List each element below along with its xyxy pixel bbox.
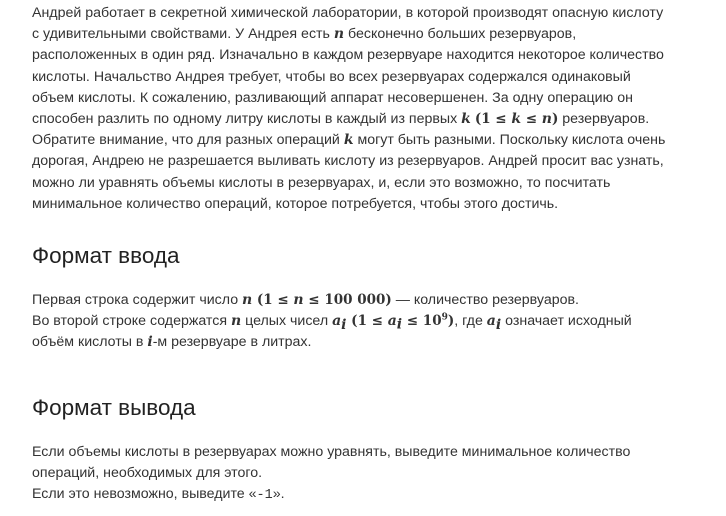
code-minus-one: -1 bbox=[256, 488, 273, 504]
math-var-k: k bbox=[461, 111, 471, 128]
output-format-text bbox=[32, 442, 630, 507]
problem-statement bbox=[32, 3, 665, 215]
statement-line: можно ли уравнять объемы кислоты в резервуарах, и, если это возможно, то посчитать bbox=[32, 174, 611, 191]
input-line-3: объём кислоты в i-м резервуаре в литрах. bbox=[32, 334, 312, 351]
input-format-text bbox=[32, 290, 632, 354]
statement-line: дорогая, Андрею не разрешается выливать кислоту из резервуаров. Андрей просит вас узнать, bbox=[32, 153, 664, 170]
math-var-n: n bbox=[333, 26, 345, 43]
statement-line: Обратите внимание, что для разных операций k могут быть разными. Поскольку кислота очень bbox=[32, 132, 666, 149]
statement-line: Андрей работает в секретной химической лаборатории, в которой производят опасную кислоту bbox=[32, 5, 664, 21]
output-line-3: Если это невозможно, выведите «-1». bbox=[32, 486, 285, 504]
statement-line: объем кислоты. К сожалению, разливающий аппарат несовершенен. За одну операцию он bbox=[32, 89, 633, 106]
statement-line: расположенных в один ряд. Изначально в каждом резервуаре находится некоторое количество bbox=[32, 47, 664, 64]
statement-line: минимальное количество операций, которое потребуется, чтобы этого достичь. bbox=[32, 195, 559, 212]
statement-line: способен разлить по одному литру кислоты в каждый из первых k (1 ≤ k ≤ n) резервуаров. bbox=[32, 111, 650, 128]
output-format-heading: Формат вывода bbox=[32, 395, 196, 420]
input-line-1: Первая строка содержит число n (1 ≤ n ≤ 100 000) — количество резервуаров. bbox=[32, 292, 579, 308]
output-line-2: операций, необходимых для этого. bbox=[32, 465, 263, 482]
output-line-1: Если объемы кислоты в резервуарах можно уравнять, выведите минимальное количество bbox=[32, 444, 631, 460]
statement-line: кислоты. Начальство Андрея требует, чтобы во всех резервуарах содержался одинаковый bbox=[32, 68, 631, 85]
input-line-2: Во второй строке содержатся n целых чисел $a_i$ $(1 \le a_i \le 10^9)$, где $a_i$ означает исходный bbox=[32, 312, 632, 334]
math-var-k: k bbox=[343, 132, 354, 149]
statement-line: с удивительными свойствами. У Андрея есть n бесконечно больших резервуаров, bbox=[32, 26, 577, 43]
input-format-heading: Формат ввода bbox=[32, 243, 180, 268]
math-k-range: (1 ≤ k ≤ n) bbox=[474, 111, 559, 128]
